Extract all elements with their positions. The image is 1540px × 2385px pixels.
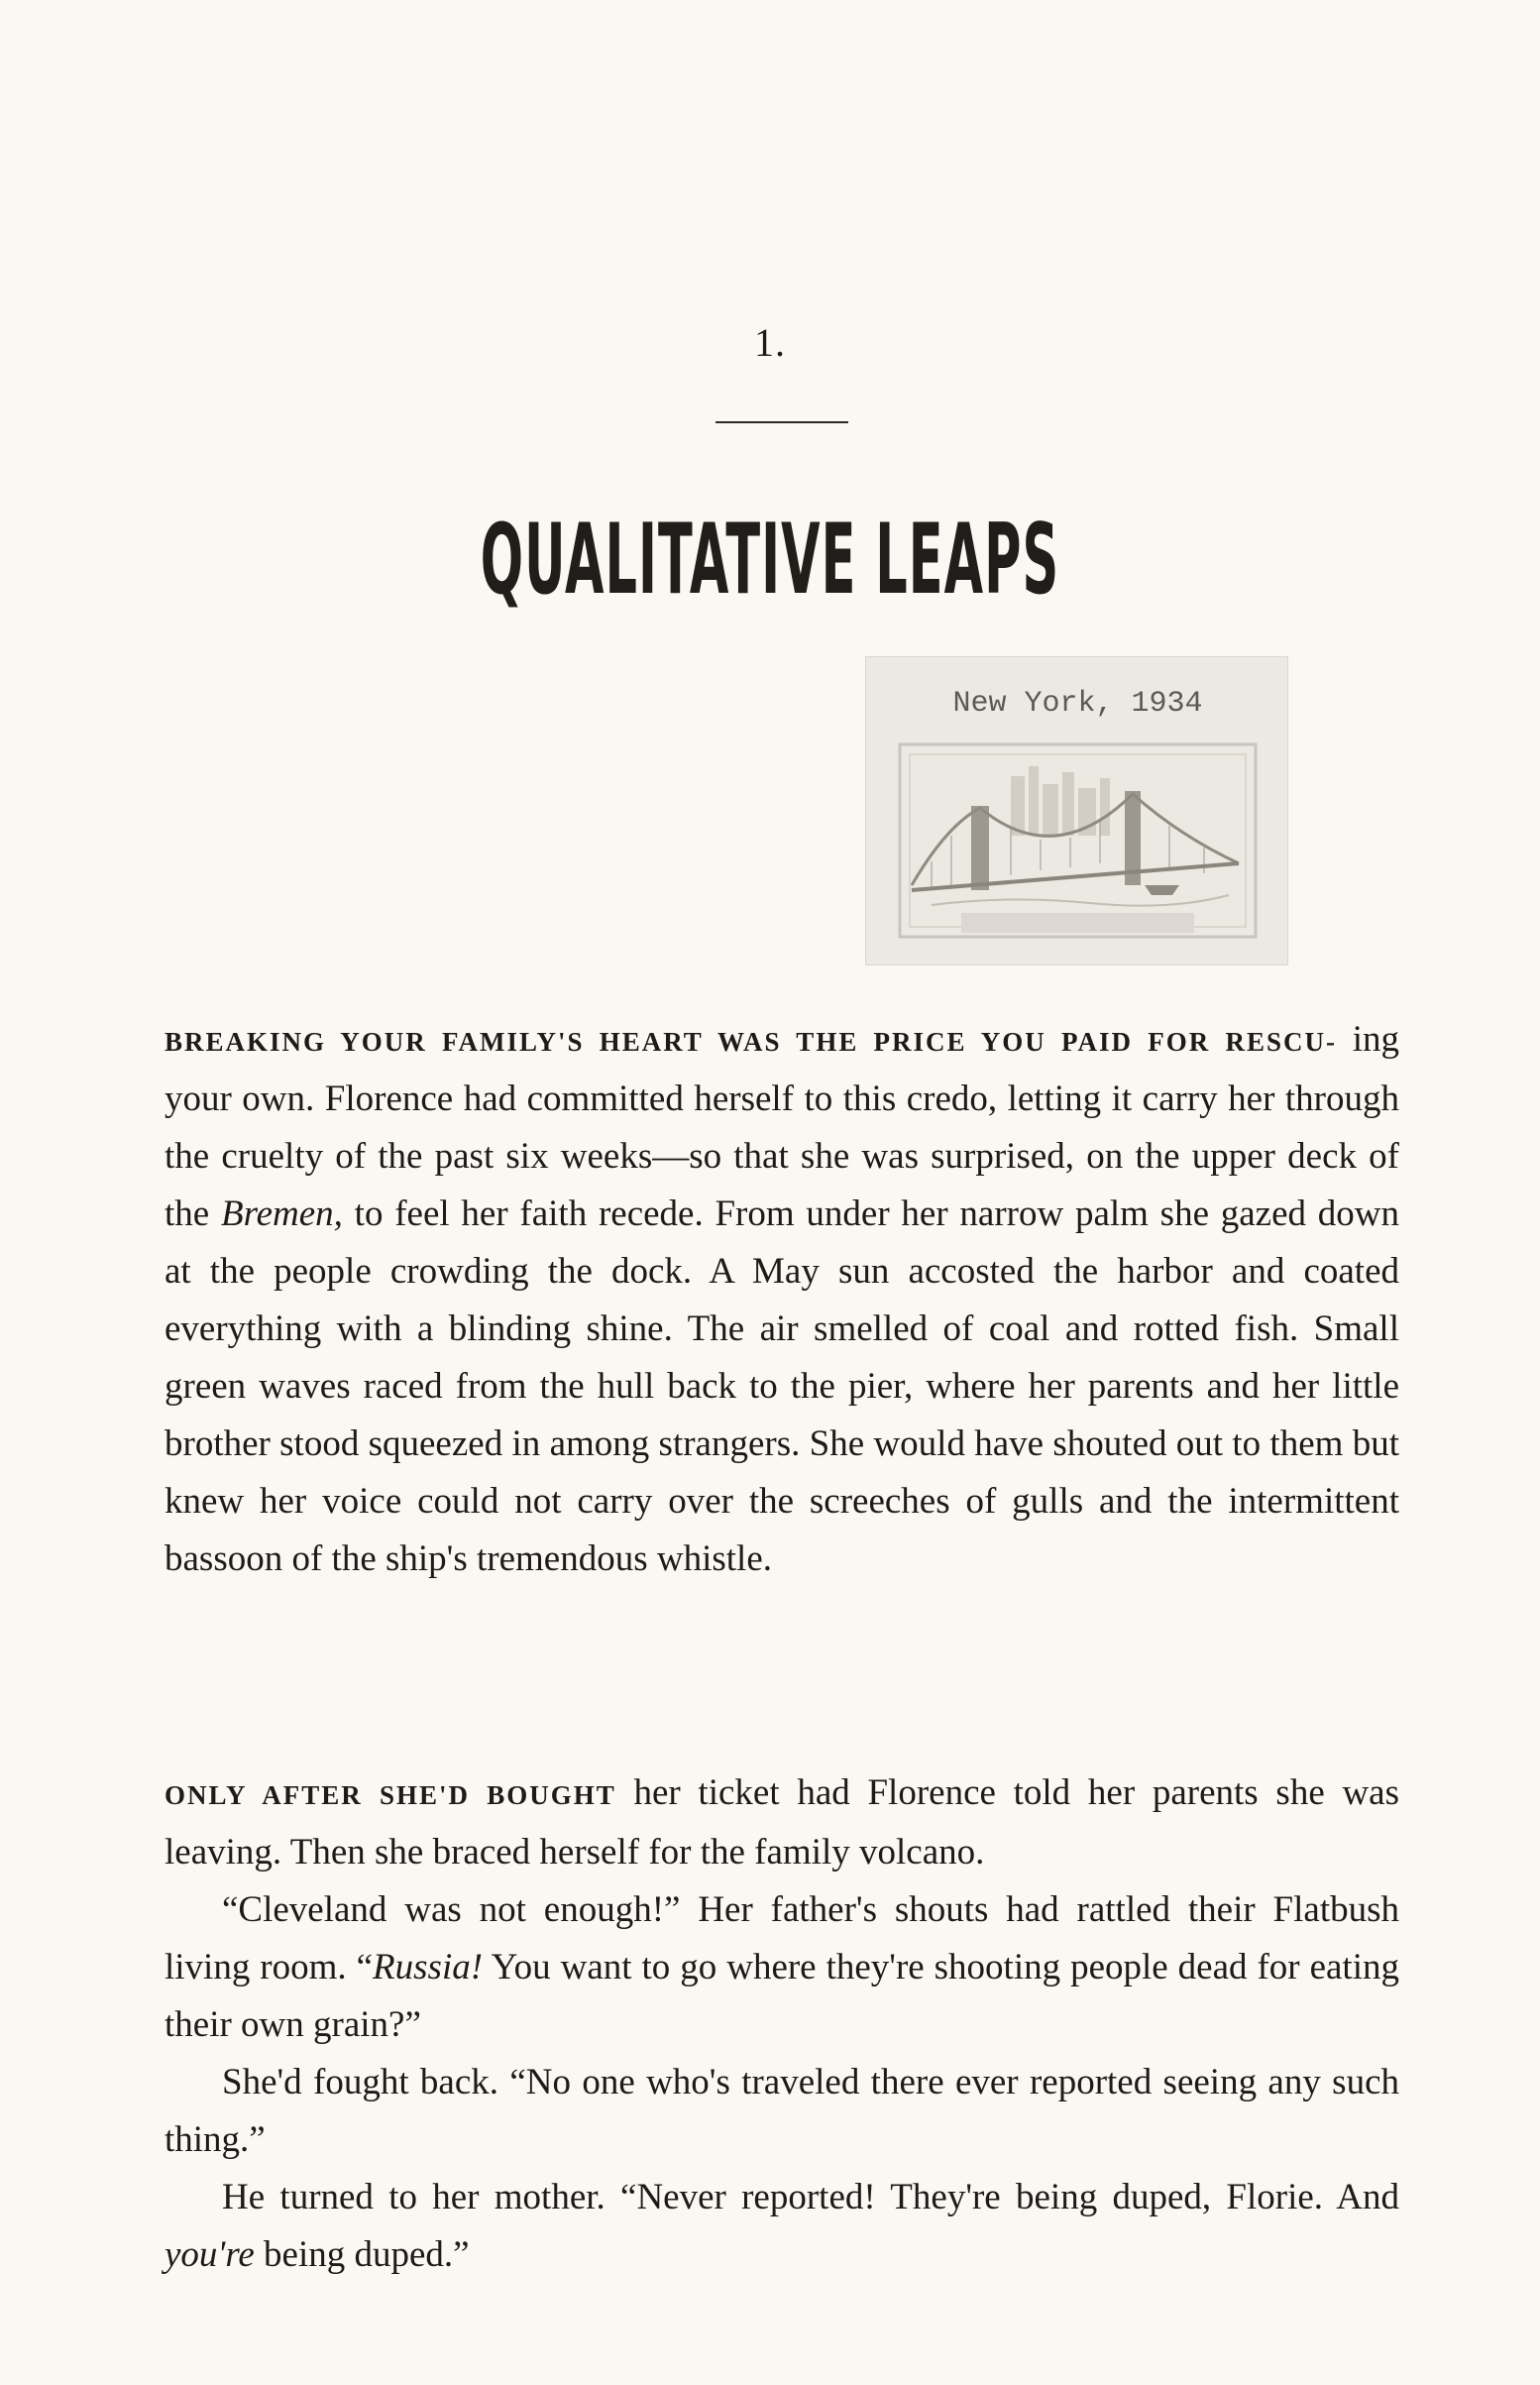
section-one xyxy=(165,1011,1399,1588)
small-caps-lead: ONLY AFTER SHE'D BOUGHT xyxy=(165,1780,616,1810)
small-caps-lead: BREAKING YOUR FAMILY'S HEART WAS THE PRICE YOU PAID FOR RESCU- xyxy=(165,1027,1337,1057)
ship-name: Bremen, xyxy=(220,1193,343,1234)
opening-paragraph: BREAKING YOUR FAMILY'S HEART WAS THE PRICE YOU PAID FOR RESCU- ing your own. Florence had committed herself to this credo, letting it carry her through the cruelty of the past six weeks—so that she was surprised, on the upper deck of the Bremen, to feel her faith recede. From under her narrow palm she gazed down at the people crowding the dock. A May sun accosted the harbor and coated everything with a blinding shine. The air smelled of coal and rotted fish. Small green waves raced from the hull back to the pier, where her parents and her little brother stood squeezed in among strangers. She would have shouted out to them but knew her voice could not carry over the screeches of gulls and the intermittent bassoon of the ship's tremendous whistle. xyxy=(165,1019,1400,1579)
paragraph: ONLY AFTER SHE'D BOUGHT her ticket had Florence told her parents she was leaving. Then she braced herself for the family volcano. xyxy=(165,1772,1400,1873)
paragraph: She'd fought back. “No one who's traveled there ever reported seeing any such thing.” xyxy=(165,2062,1399,2160)
brooklyn-bridge-stamp-icon xyxy=(892,737,1264,945)
section-two xyxy=(165,1764,1399,2284)
paragraph: “Cleveland was not enough!” Her father's shouts had rattled their Flatbush living room. “Russia! You want to go where they're shooting people dead for eating their own grain?” xyxy=(165,1889,1399,2045)
paragraph: He turned to her mother. “Never reported! They're being duped, Florie. And you're being duped.” xyxy=(165,2177,1399,2275)
postage-stamp-illustration xyxy=(865,656,1288,965)
chapter-divider xyxy=(715,421,848,423)
chapter-number: 1. xyxy=(754,320,786,365)
chapter-title: QUALITATIVE LEAPS xyxy=(480,504,1060,617)
stamp-caption: New York, 1934 xyxy=(952,687,1203,721)
